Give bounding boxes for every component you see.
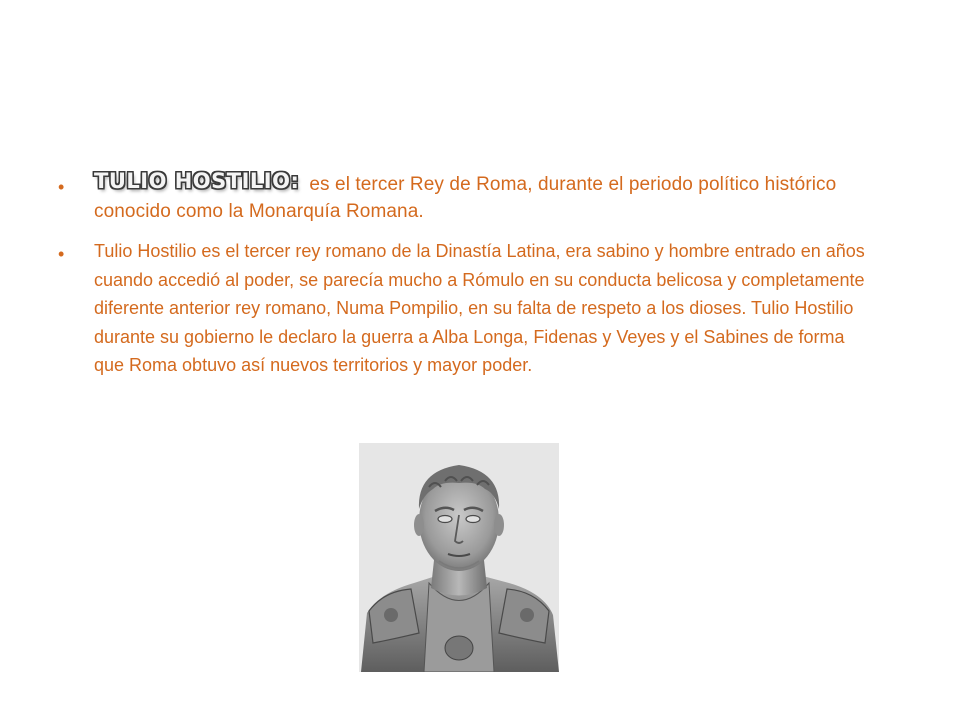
- bullet-list: [58, 168, 870, 380]
- bust-illustration: [359, 443, 559, 672]
- bullet-item-intro: [58, 168, 870, 225]
- bullet-icon: •: [58, 244, 65, 264]
- bust-portrait-image: [359, 443, 559, 672]
- title-term: TULIO HOSTILIO:: [94, 169, 300, 193]
- intro-text: es el tercer Rey de Roma, durante el periodo político histórico conocido como la Monarquía Romana.: [94, 174, 837, 222]
- bullet-item-description: [58, 237, 870, 380]
- bullet-icon: •: [58, 177, 65, 197]
- description-text: Tulio Hostilio es el tercer rey romano de la Dinastía Latina, era sabino y hombre entrado en años cuando accedió al poder, se parecía mucho a Rómulo en su conducta belicosa y completamente diferente anterior rey romano, Numa Pompilio, en su falta de respeto a los dioses. Tulio Hostilio durante su gobierno le declaro la guerra a Alba Longa, Fidenas y Veyes y el Sabines de forma que Roma obtuvo así nuevos territorios y mayor poder.: [94, 241, 865, 375]
